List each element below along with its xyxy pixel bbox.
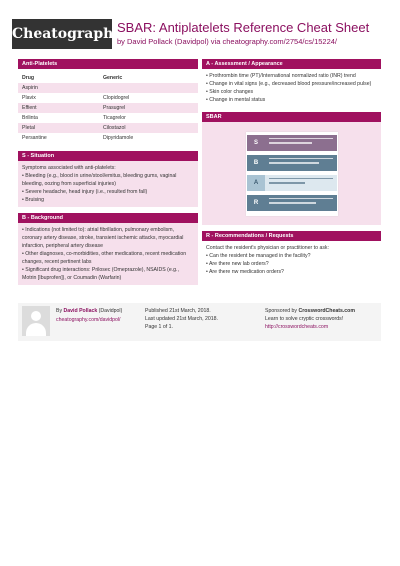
column-header-generic: Generic bbox=[103, 75, 123, 81]
situation-section bbox=[18, 151, 198, 207]
left-column bbox=[18, 59, 198, 285]
situation-line: • Bruising bbox=[22, 197, 44, 203]
assessment-line: • Change in vital signs (e.g., decreased blood pressure/increased pulse) bbox=[206, 81, 372, 87]
sponsor-tagline: Learn to solve cryptic crosswords! bbox=[265, 316, 344, 322]
table-row bbox=[18, 123, 198, 133]
right-column bbox=[202, 59, 381, 279]
background-line: • Indications (not limited to): atrial fibrillation, pulmonary embolism, bbox=[22, 227, 175, 233]
assessment-line: • Prothrombin time (PT)/International normalized ratio (INR) trend bbox=[206, 73, 356, 79]
situation-heading: S - Situation bbox=[18, 151, 198, 161]
table-row bbox=[18, 103, 198, 113]
situation-line: Symptoms associated with anti-platelets: bbox=[22, 165, 116, 171]
situation-line: • Severe headache, head injury (i.e., resulted from fall) bbox=[22, 189, 148, 195]
drug-cell: Effient bbox=[22, 105, 37, 111]
background-line: infarction, peripheral artery disease bbox=[22, 243, 104, 249]
footer-updated: Last updated 21st March, 2018. bbox=[145, 316, 218, 322]
footer-published: Published 21st March, 2018. bbox=[145, 308, 211, 314]
sbar-text-block bbox=[265, 195, 337, 211]
drug-cell: Plavix bbox=[22, 95, 36, 101]
recommendations-section bbox=[202, 231, 381, 279]
footer-sponsor-line bbox=[265, 307, 355, 315]
table-row bbox=[18, 133, 198, 143]
assessment-body bbox=[202, 69, 381, 108]
sbar-letter: B bbox=[247, 155, 265, 171]
sbar-text-block bbox=[265, 135, 337, 151]
situation-line: bleeding, oozing from superficial injuries) bbox=[22, 181, 116, 187]
table-row bbox=[18, 83, 198, 93]
sbar-letter: R bbox=[247, 195, 265, 211]
background-line: Motrin [Ibuprofen]), or Coumadin (Warfarin) bbox=[22, 275, 122, 281]
footer-page-number: Page 1 of 1. bbox=[145, 324, 173, 330]
sbar-text-block bbox=[265, 175, 337, 191]
recommendations-line: • Are there new lab orders? bbox=[206, 261, 269, 267]
sbar-diagram-area bbox=[202, 122, 381, 225]
generic-cell: Prasugrel bbox=[103, 105, 126, 111]
footer-by-label: By bbox=[56, 308, 64, 314]
background-body bbox=[18, 223, 198, 285]
drug-cell: Persantine bbox=[22, 135, 47, 141]
table-header-row bbox=[18, 73, 198, 83]
sheet-url-link[interactable]: cheatography.com/2754/cs/15224/ bbox=[222, 37, 338, 46]
page-subtitle bbox=[117, 37, 337, 46]
assessment-line: • Change in mental status bbox=[206, 97, 266, 103]
situation-line: • Bleeding (e.g., blood in urine/stool/emitus, bleeding gums, vaginal bbox=[22, 173, 177, 179]
column-header-drug: Drug bbox=[22, 75, 35, 81]
footer-author-profile-link[interactable]: cheatography.com/davidpol/ bbox=[56, 317, 121, 323]
via-label: via bbox=[208, 37, 223, 46]
avatar-shoulders bbox=[26, 323, 46, 336]
recommendations-line: • Are there nw medication orders? bbox=[206, 269, 284, 275]
footer-author-line bbox=[56, 307, 122, 315]
sbar-row-b bbox=[247, 155, 337, 171]
sbar-letter: A bbox=[247, 175, 265, 191]
author-avatar bbox=[22, 306, 50, 336]
situation-body bbox=[18, 161, 198, 207]
background-line: changes, recent pertinent labs bbox=[22, 259, 92, 265]
sbar-row-s bbox=[247, 135, 337, 151]
recommendations-line: Contact the resident's physician or practitioner to ask: bbox=[206, 245, 329, 251]
background-line: coronary artery disease, stroke, transient ischemic attacks, myocardial bbox=[22, 235, 184, 241]
recommendations-line: • Can the resident be managed in the facility? bbox=[206, 253, 311, 259]
sbar-diagram bbox=[246, 132, 338, 216]
generic-cell: Ticagrelor bbox=[103, 115, 126, 121]
assessment-section bbox=[202, 59, 381, 108]
assessment-heading: A - Assessment / Appearance bbox=[202, 59, 381, 69]
recommendations-body bbox=[202, 241, 381, 279]
recommendations-heading: R - Recommendations / Requests bbox=[202, 231, 381, 241]
sbar-heading: SBAR bbox=[202, 112, 381, 122]
background-heading: B - Background bbox=[18, 213, 198, 223]
sbar-row-a bbox=[247, 175, 337, 191]
sponsor-url-link[interactable]: http://crosswordcheats.com bbox=[265, 324, 329, 330]
antiplatelets-heading: Anti-Platelets bbox=[18, 59, 198, 69]
background-section bbox=[18, 213, 198, 285]
sponsor-prefix: Sponsored by bbox=[265, 308, 299, 314]
sponsor-name-link[interactable]: CrosswordCheats.com bbox=[298, 308, 355, 314]
page-title: SBAR: Antiplatelets Reference Cheat Sheet bbox=[117, 20, 370, 35]
sbar-text-block bbox=[265, 155, 337, 171]
antiplatelets-section bbox=[18, 59, 198, 143]
drug-cell: Aspirin bbox=[22, 85, 38, 91]
background-line: • Significant drug interactions: Prilosec (Omeprazole), NSAIDS (e.g., bbox=[22, 267, 179, 273]
page-footer bbox=[18, 303, 381, 341]
footer-author-link[interactable]: David Pollack bbox=[63, 308, 98, 314]
sbar-section bbox=[202, 112, 381, 225]
sbar-letter: S bbox=[247, 135, 265, 151]
generic-cell: Cilostazol bbox=[103, 125, 126, 131]
author-link[interactable]: David Pollack (Davidpol) bbox=[127, 37, 209, 46]
cheatography-logo[interactable]: Cheatography bbox=[12, 19, 112, 49]
table-row bbox=[18, 113, 198, 123]
avatar-head bbox=[31, 311, 41, 321]
generic-cell bbox=[103, 83, 198, 93]
footer-author-handle: (Davidpol) bbox=[97, 308, 123, 314]
generic-cell: Clopidogrel bbox=[103, 95, 130, 101]
drug-cell: Pletal bbox=[22, 125, 35, 131]
drug-cell: Brilinta bbox=[22, 115, 38, 121]
by-label: by bbox=[117, 37, 128, 46]
table-row bbox=[18, 93, 198, 103]
generic-cell: Dipyridamole bbox=[103, 135, 134, 141]
assessment-line: • Skin color changes bbox=[206, 89, 254, 95]
background-line: • Other diagnoses, co-morbidities, other medications, recent medication bbox=[22, 251, 187, 257]
sbar-row-r bbox=[247, 195, 337, 211]
